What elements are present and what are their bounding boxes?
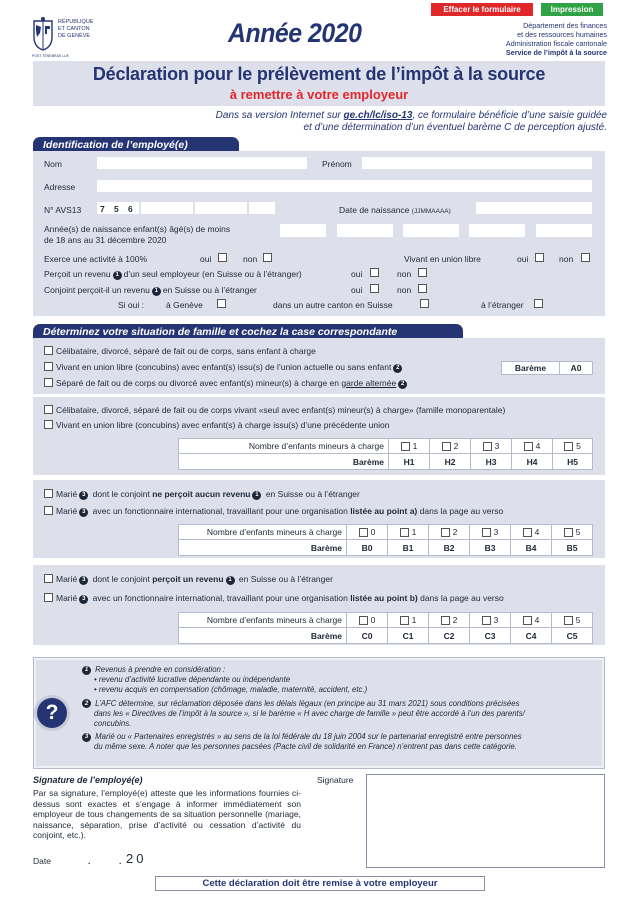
date-label: Date (33, 856, 51, 866)
note-3-icon: 3 (79, 491, 88, 500)
label-oui: oui (517, 254, 529, 264)
label-autre-canton: dans un autre canton en Suisse (273, 300, 393, 310)
option-c-marie-avec-revenu[interactable]: Marié 3 dont le conjoint perçoit un revenu 1 en Suisse ou à l’étranger (44, 574, 333, 585)
label-oui: oui (351, 285, 363, 295)
option-a-celibataire[interactable]: Célibataire, divorcé, séparé de fait ou de corps, sans enfant à charge (44, 346, 316, 356)
bareme-code: H5 (567, 456, 578, 467)
nb-children-label: Nombre d’enfants mineurs à charge (179, 525, 347, 540)
date-separator: . (119, 856, 122, 866)
checkbox (44, 362, 53, 371)
option-a-garde-alternee[interactable]: Séparé de fait ou de corps ou divorcé avec enfant(s) mineur(s) à charge en garde alternée 2 (44, 378, 409, 389)
checkbox (44, 346, 53, 355)
label-oui: oui (200, 254, 212, 264)
count-cell[interactable]: 5 (553, 439, 592, 454)
bareme-code: B2 (429, 540, 470, 555)
count-cell[interactable]: 5 (552, 613, 592, 628)
bareme-label: Barème (179, 628, 347, 643)
note-2-icon: 2 (398, 380, 407, 389)
bareme-code: H1 (389, 454, 430, 469)
label-si-oui: Si oui : (118, 300, 144, 310)
geneva-coat-of-arms-icon (32, 17, 54, 51)
famille-section-title: Déterminez votre situation de famille et cochez la case correspondante (33, 324, 463, 340)
signature-section-title: Signature de l’employé(e) (33, 775, 143, 785)
option-c-fonctionnaire[interactable]: Marié 3 avec un fonctionnaire international, travaillant pour une organisation listée au point b) dans la page au verso (44, 593, 504, 604)
count-cell[interactable]: 2 (430, 439, 471, 454)
label-non: non (559, 254, 574, 264)
option-h-union-precedente[interactable]: Vivant en union libre (concubins) avec enfant(s) à charge issu(s) d’une précédente union (44, 420, 389, 430)
bareme-code: C3 (470, 628, 511, 643)
bareme-label: Barème (179, 454, 389, 469)
help-question-icon: ? (37, 698, 67, 728)
label-etranger: à l’étranger (481, 300, 524, 310)
nb-children-label: Nombre d’enfants mineurs à charge (179, 439, 389, 454)
note-2-icon: 2 (82, 699, 91, 708)
nom-field[interactable] (97, 157, 307, 169)
conjoint-oui-checkbox[interactable] (370, 284, 379, 293)
note-1-icon: 1 (252, 491, 261, 500)
label-non: non (397, 269, 412, 279)
count-cell[interactable]: 0 (347, 525, 388, 540)
identification-section-title: Identification de l’employé(e) (33, 137, 239, 153)
note-3-icon: 3 (79, 576, 88, 585)
clear-form-button[interactable]: Effacer le formulaire (431, 3, 533, 16)
label-non: non (397, 285, 412, 295)
label-conjoint: Conjoint perçoit-il un revenu 1 en Suisse ou à l’étranger (44, 285, 257, 295)
activity-oui-checkbox[interactable] (218, 253, 227, 262)
revenu-oui-checkbox[interactable] (370, 268, 379, 277)
child-year-field[interactable] (403, 224, 459, 237)
bareme-a-box (501, 361, 593, 375)
date-year-prefix: 20 (126, 851, 147, 866)
bareme-label: Barème (179, 540, 347, 555)
label-activity: Exerce une activité à 100% (44, 254, 148, 264)
count-cell[interactable]: 4 (512, 439, 553, 454)
count-cell[interactable]: 5 (552, 525, 592, 540)
year-title: Année 2020 (228, 18, 362, 48)
union-non-checkbox[interactable] (581, 253, 590, 262)
bareme-h-table (178, 438, 593, 470)
bareme-code: H2 (430, 454, 471, 469)
bareme-code: C4 (511, 628, 552, 643)
bareme-c-table (178, 612, 593, 644)
signature-attestation-text: Par sa signature, l’employé(e) atteste que les informations fournies ci-dessus sont exactes et s’engage à informer immédiatement son employeur de tous changements de sa situation personnelle (mariage, naissance, séparation, prise d’activité ou cessation d’activité du conjoint, etc.). (33, 788, 301, 840)
child-year-field[interactable] (337, 224, 393, 237)
count-cell[interactable]: 1 (388, 613, 429, 628)
option-h-monoparentale[interactable]: Célibataire, divorcé, séparé de fait ou de corps vivant «seul avec enfant(s) mineur(s) à charge» (famille monoparentale) (44, 405, 505, 415)
count-cell[interactable]: 0 (347, 613, 388, 628)
label-geneve: à Genève (166, 300, 203, 310)
count-cell[interactable]: 4 (511, 613, 552, 628)
footer-banner: Cette déclaration doit être remise à votre employeur (155, 876, 485, 891)
note-1-icon: 1 (82, 666, 91, 675)
child-year-field[interactable] (469, 224, 525, 237)
bareme-code: H4 (512, 454, 553, 469)
count-cell[interactable]: 1 (388, 525, 429, 540)
print-button[interactable]: Impression (541, 3, 603, 16)
bareme-code: B5 (566, 542, 578, 553)
signature-field[interactable] (366, 774, 605, 868)
child-year-field[interactable] (280, 224, 326, 237)
checkbox (44, 506, 53, 515)
note-3-icon: 3 (79, 595, 88, 604)
prenom-field[interactable] (362, 157, 592, 169)
adresse-field[interactable] (97, 180, 592, 192)
bareme-code: B3 (470, 540, 511, 555)
bareme-label: Barème (502, 362, 560, 374)
union-oui-checkbox[interactable] (535, 253, 544, 262)
avs-digit: 6 (128, 204, 133, 214)
geneve-checkbox[interactable] (217, 299, 226, 308)
count-cell[interactable]: 2 (429, 525, 470, 540)
count-cell[interactable]: 3 (470, 525, 511, 540)
checkbox (44, 420, 53, 429)
bareme-code: C0 (347, 628, 388, 643)
nb-children-label: Nombre d’enfants mineurs à charge (179, 613, 347, 628)
note-1-icon: 1 (152, 287, 161, 296)
signature-label: Signature (317, 775, 354, 785)
checkbox (44, 574, 53, 583)
checkbox (44, 405, 53, 414)
canton-motto: POST TENEBRAS LUX (32, 54, 70, 58)
department-info: Département des finances et des ressources humaines Administration fiscale cantonale Service de l’impôt à la source (505, 21, 607, 57)
date-naissance-field[interactable] (476, 202, 592, 214)
label-nom: Nom (44, 159, 62, 169)
label-children-years: Année(s) de naissance enfant(s) âgé(s) de moins de 18 ans au 31 décembre 2020 (44, 224, 231, 245)
bareme-code: C1 (388, 628, 429, 643)
count-cell[interactable]: 1 (389, 439, 430, 454)
count-cell[interactable]: 4 (511, 525, 552, 540)
label-non: non (243, 254, 258, 264)
label-oui: oui (351, 269, 363, 279)
note-3-icon: 3 (79, 508, 88, 517)
checkbox (44, 489, 53, 498)
avs-digit: 7 (100, 204, 105, 214)
main-title: Déclaration pour le prélèvement de l’impôt à la source (92, 64, 546, 84)
date-separator: . (88, 856, 91, 866)
checkbox (44, 593, 53, 602)
count-cell[interactable]: 3 (471, 439, 512, 454)
activity-non-checkbox[interactable] (263, 253, 272, 262)
footnotes: 1 Revenus à prendre en considération : • revenu d’activité lucrative dépendante ou indépendante • revenu acquis en compensation (chômage, maladie, maternité, accident, etc.) 2 L’AFC détermine, sur réclamation déposée dans les délais légaux (en principe au 31 mars 2021) sous conditions précisées dans les « Directives de l’impôt à la source », si le barème « H avec charge de famille » peut être accordé à l’un des parents/ concubins. 3 Marié ou « Partenaires enregistrés » au sens de la loi fédérale du 18 juin 2004 sur le partenariat enregistré entre personnes du même sexe. A noter que les personnes pacsées (Pacte civil de solidarité en France) n’entrent pas dans cette catégorie. (80, 665, 600, 756)
note-3-icon: 3 (82, 733, 91, 742)
bareme-code: B4 (511, 540, 552, 555)
label-prenom: Prénom (322, 159, 352, 169)
subtitle: à remettre à votre employeur (229, 87, 409, 102)
conjoint-non-checkbox[interactable] (418, 284, 427, 293)
guided-form-link[interactable]: ge.ch/lc/iso-13 (343, 110, 413, 121)
etranger-checkbox[interactable] (534, 299, 543, 308)
label-revenu: Perçoit un revenu 1 d’un seul employeur (en Suisse ou à l’étranger) (44, 269, 302, 279)
revenu-non-checkbox[interactable] (418, 268, 427, 277)
child-year-field[interactable] (536, 224, 592, 237)
bareme-code: C2 (429, 628, 470, 643)
bareme-value: A0 (570, 363, 582, 373)
avs-digit: 5 (114, 204, 119, 214)
note-2-icon: 2 (393, 364, 402, 373)
autre-canton-checkbox[interactable] (420, 299, 429, 308)
canton-logo (32, 15, 102, 63)
canton-name: RÉPUBLIQUE ET CANTON DE GENÈVE (58, 19, 94, 39)
option-b-marie-sans-revenu[interactable]: Marié 3 dont le conjoint ne perçoit aucun revenu 1 en Suisse ou à l’étranger (44, 489, 360, 500)
label-date-naissance: Date de naissance (JJMMAAAA) (339, 205, 451, 215)
label-union: Vivant en union libre (404, 254, 481, 264)
label-adresse: Adresse (44, 182, 76, 192)
bareme-code: B0 (347, 540, 388, 555)
count-cell[interactable]: 2 (429, 613, 470, 628)
bareme-b-table (178, 524, 593, 556)
intro-text: Dans sa version Internet sur ge.ch/lc/iso-13, ce formulaire bénéficie d’une saisie guidée et d’une détermination d’un éventuel barème C de perception ajusté. (215, 110, 607, 133)
note-1-icon: 1 (226, 576, 235, 585)
option-b-fonctionnaire[interactable]: Marié 3 avec un fonctionnaire international, travaillant pour une organisation listée au point a) dans la page au verso (44, 506, 503, 517)
label-avs: N° AVS13 (44, 205, 82, 215)
checkbox (44, 378, 53, 387)
count-cell[interactable]: 3 (470, 613, 511, 628)
option-a-union-libre[interactable]: Vivant en union libre (concubins) avec enfant(s) issu(s) de l’union actuelle ou sans enfant 2 (44, 362, 404, 373)
bareme-code: C5 (566, 630, 578, 641)
bareme-code: B1 (388, 540, 429, 555)
bareme-code: H3 (471, 454, 512, 469)
note-1-icon: 1 (113, 271, 122, 280)
